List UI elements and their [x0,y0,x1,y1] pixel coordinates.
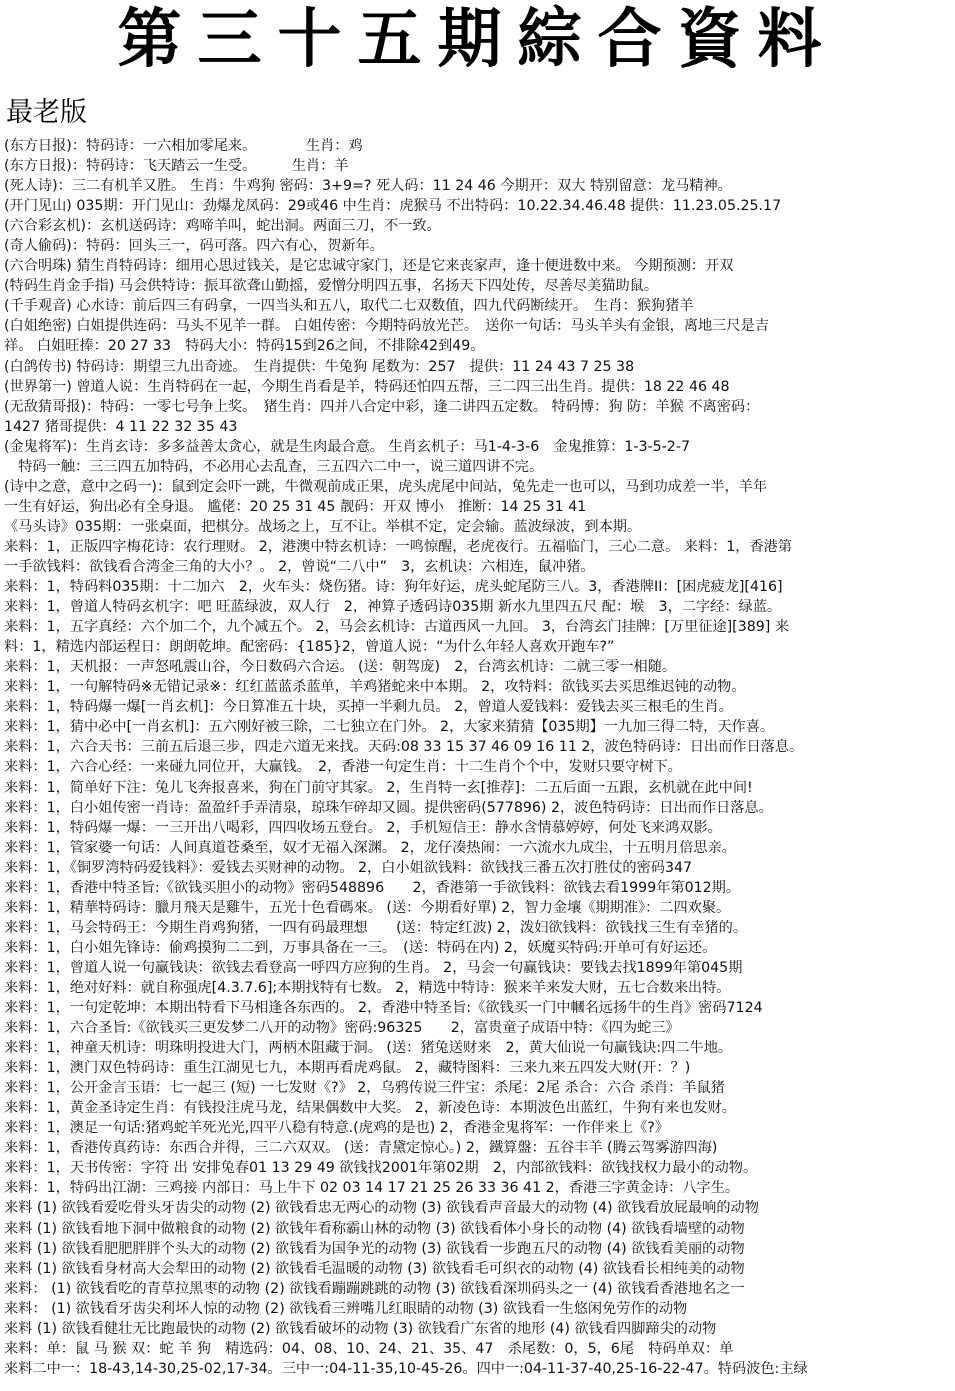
text-line: 来料：1，一句定乾坤：本期出特看下马相逢各东西的。 2，香港中特圣旨:《欲钱买一门中幗名远扬牛的生肖》密码7124 [4,1000,763,1017]
text-line: 来料 (1) 欲钱看爱吃骨头牙齿尖的动物 (2) 欲钱看忠无两心的动物 (3) 欲钱看声音最大的动物 (4) 欲钱看放屁最响的动物 [4,1200,759,1217]
text-line: 来料：1，神童天机诗：明珠明投进大门，两柄木阻藏于洞。 (送：猪兔送财来 2，黄大仙说一句赢钱诀:四二牛地。 [4,1040,733,1057]
text-line: 一生有好运，狗出必有全身退。 尴佬：20 25 31 45 靓码：开双 博小 推断：14 25 31 41 [4,498,587,515]
text-line: 《马头诗》035期：一张桌面，把棋分。战场之上，互不让。举棋不定，定会输。蓝波绿波，到本期。 [4,518,642,535]
text-line: 来料： (1) 欲钱看牙齿尖利坏人惊的动物 (2) 欲钱看三辨嘴儿红眼睛的动物 (3) 欲钱看一生悠闲免劳作的动物 [4,1300,688,1317]
text-line: 来料：1，一句解特码※无错记录※：红红蓝蓝杀蓝单，羊鸡猪蛇来中本期。 2，攻特料：欲钱买去买思维迟钝的动物。 [4,679,746,696]
text-line: 来料： (1) 欲钱看吃的青草拉黑枣的动物 (2) 欲钱看蹦蹦跳跳的动物 (3) 欲钱看深圳码头之一 (4) 欲钱看香港地名之一 [4,1280,745,1297]
text-line: 来料：1，黄金圣诗定生肖：有钱投注虎马龙，结果偶数中大奖。 2，新凌色诗：本期波色出蓝红，牛狗有来也发财。 [4,1100,736,1117]
text-line: (白鸽传书) 特码诗：期望三九出奇迹。 生肖提供：牛兔狗 尾数为：257 提供：11 24 43 7 25 38 [4,358,635,375]
text-line: 一手欲钱料：欲钱看合湾金三角的大小？。 2，曾说“二八中” 3，玄机诀：六相连，鼠冲猪。 [4,558,595,575]
text-line: 来料：1，精華特码诗：臘月飛天是雞牛，五光十色看碼來。 (送：今期看好單) 2，智力金壤《期期准》：二四欢聚。 [4,899,731,916]
edition-label: 最老版 [6,97,87,128]
text-line: 来料：1，特码爆一爆：一三开出八喝彩，四四收场五登台。 2，手机短信王：静水含情慕婷婷，何处飞来鸿双影。 [4,819,722,836]
text-line: 来料 (1) 欲钱看身材高大会犁田的动物 (2) 欲钱看毛温暖的动物 (3) 欲钱看毛可织衣的动物 (4) 欲钱看长相纯美的动物 [4,1260,745,1277]
text-line: 来料：1，六合心经：一来碰九同位开，大赢钱。 2，香港一句定生肖：十二生肖个个中，发财只要守树下。 [4,759,682,776]
text-line: 来料：单：鼠 马 猴 双：蛇 羊 狗 精选码：04、08、10、24、21、35、47 杀尾数：0，5，6尾 特码单双：单 [4,1340,734,1357]
text-line: 来料：1，公开金言玉语：七一起三 (短) 一七发财《?》 2，乌鸦传说三件宝：杀尾：2尾 杀合：六合 杀肖：羊鼠猪 [4,1080,725,1097]
page-title: 第三十五期綜合資料 [117,2,838,77]
text-line: 来料：1，曾道人特码玄机字：吧 旺蓝绿波，双人行 2，神算子透码诗035期 新水九里四五尺 配：堠 3，二字经：绿蓝。 [4,599,782,616]
text-line: (白姐绝密) 白姐提供连码：马头不见羊一群。 白姐传密：今期特码放光芒。 送你一句话：马头羊头有金银，离地三尺是吉 [4,318,769,335]
text-line: 来料：1，曾道人说一句赢钱诀：欲钱去看登高一呼四方应狗的生肖。 2，马会一句赢钱诀：要钱去找1899年第045期 [4,959,743,976]
text-line: 来料：1，特码出江湖：三鸡接 内部日：马上牛下 02 03 14 17 21 25 26 33 36 41 2，香港三字黄金诗：八字生。 [4,1180,740,1197]
text-line: 来料：1，澳足一句话:猪鸡蛇羊死光光,四平八稳有特意.(虎鸡的是也) 2，香港金鬼将军：一作伴来上《?》 [4,1120,670,1137]
text-line: (开门见山) 035期：开门见山：劲爆龙凤码：29或46 中生肖：虎猴马 不出特码：10.22.34.46.48 提供：11.23.05.25.17 [4,198,782,215]
text-line: (六合明珠) 猜生肖特码诗：细用心思过钱关，是它忠诚守家门，还是它来丧家声，逢十便进数中来。 今期预测：开双 [4,258,734,275]
text-line: 来料：1，特码爆一爆[一肖玄机]：今日算准五十块，买掉一半剩九员。 2，曾道人爱钱料：爱钱去买三根毛的生肖。 [4,699,733,716]
text-line: 来料：1，香港传真药诗：东西合并得，三二六双双。 (送：青黛定惊心。) 2，鐵算盤：五谷丰羊 (腾云驾雾游四海) [4,1140,718,1157]
text-line: (世界第一) 曾道人说：生肖特码在一起，今期生肖看是羊，特码还怕四五帮，三二四三出生肖。提供：18 22 46 48 [4,378,730,395]
text-line: (六合彩玄机)：玄机送码诗：鸡啼羊叫，蛇出洞。两面三刀，不一致。 [4,218,441,235]
text-line: (特码生肖金手指) 马会供特诗：振耳欲聋山勤摇，爱憎分明四五事，名扬天下四处传，尽善尽美猫助鼠。 [4,278,659,295]
text-line: 料：1，精选内部运程日：朗朗乾坤。配密码：{185}2，曾道人说：“为什么年轻人喜欢开跑车?” [4,639,615,656]
text-line: 来料：1，简单好下注：兔儿飞奔报喜来，狗在门前守其家。 2，生肖特一玄[推荐]：二五后面一五跟，玄机就在此中间! [4,779,753,796]
text-line: 来料 (1) 欲钱看肥肥胖胖个头大的动物 (2) 欲钱看为国争光的动物 (3) 欲钱看一步跑五尺的动物 (4) 欲钱看美丽的动物 [4,1240,745,1257]
text-line: 来料 (1) 欲钱看健壮无比跑最快的动物 (2) 欲钱看破坏的动物 (3) 欲钱看广东省的地形 (4) 欲钱看四脚蹄尖的动物 [4,1320,717,1337]
text-line: 来料：1，正版四字梅花诗：农行理财。 2，港澳中特玄机诗：一鸣惊醒，老虎夜行。五福临门，三心二意。 来料：1，香港第 [4,538,793,555]
text-line: (死人诗)：三二有机羊又胜。 生肖：牛鸡狗 密码：3+9=? 死人码：11 24 46 今期开：双大 特别留意：龙马精神。 [4,178,732,195]
text-line: 来料：1，猜中必中[一肖玄机]：五六刚好被三除，二七独立在门外。 2，大家来猜猜【035期】一九加三得二特，天作喜。 [4,719,775,736]
text-line: 来料：1，特码料035期：十二加六 2，火车头：烧伤猪。诗：狗年好运，虎头蛇尾防三八。3，香港牌II：[困虎疲龙][416] [4,579,783,596]
text-line: 来料：1，马会特码王：今期生肖鸡狗猪，一四有码最理想 (送：特定红波) 2，泼妇欲钱料：欲钱找三生有幸猪的。 [4,919,748,936]
text-line: 来料：1，绝对好料：就自称强虎[4.3.7.6];本期找特有七数。 2，精选中特诗：猴来羊来发大财，五七合数来出特。 [4,979,731,996]
text-line: (千手观音) 心水诗：前后四三有码拿，一四当头和五八，取代二七双数值，四九代码断续开。 生肖：猴狗猪羊 [4,298,694,315]
text-line: 来料：1，《铜罗湾特码爱钱料》：爱钱去买财神的动物。 2，白小姐欲钱料：欲钱找三番五次打胜仗的密码347 [4,859,693,876]
text-line: 来料：1，六合圣旨:《欲钱买三更发梦二八开的动物》密码:96325 2，富贵童子成语中特：《四为蛇三》 [4,1020,680,1037]
text-line: 来料：1，六合天书：三前五后退三步，四走六道无来找。天码:08 33 15 37 46 09 16 11 2，波色特码诗：日出而作日落息。 [4,739,804,756]
text-line: 1427 猪哥提供：4 11 22 32 35 43 [4,418,238,435]
text-line: (无敌猜哥报)：特码：一零七号争上奖。 猪生肖：四并八合定中彩，逢二讲四五定数。 特码博：狗 防：羊猴 不离密码： [4,398,760,415]
text-line: 来料二中一：18-43,14-30,25-02,17-34。三中一:04-11-35,10-45-26。四中一:04-11-37-40,25-16-22-47。特码波色:主绿 [4,1360,808,1377]
text-line: 来料：1，天机报：一声怒吼震山谷，今日数码六合运。 (送：朝驾庞) 2，台湾玄机诗：二就三零一相随。 [4,659,677,676]
text-line: (奇人偷码)：特码：回头三一，码可落。四六有心，贺新年。 [4,238,384,255]
text-line: 来料：1，白小姐传密一肖诗：盈盈纤手弄清泉，琼珠乍碎却又圆。提供密码(577896) 2，波色特码诗：日出而作日落息。 [4,799,773,816]
text-line: (东方日报)：特码诗：飞天踏云一生受。 生肖：羊 [4,158,349,175]
text-line: 来料 (1) 欲钱看地下洞中做粮食的动物 (2) 欲钱年看称霸山林的动物 (3) 欲钱看体小身长的动物 (4) 欲钱看墙壁的动物 [4,1220,745,1237]
text-line: 来料：1，香港中特圣旨:《欲钱买胆小的动物》密码548896 2，香港第一手欲钱料：欲钱去看1999年第012期。 [4,879,741,896]
text-line: 祥。 白姐旺捧：20 27 33 特码大小：特码15到26之间，不排除42到49。 [4,338,485,355]
document-body [4,136,951,1379]
text-line: 特码一触：三三四五加特码，不必用心去乱查，三五四六二中一，说三道四讲不完。 [4,458,544,475]
text-line: (金鬼将军)：生肖玄诗：多多益善太贪心，就是生肉最合意。 生肖玄机子：马1-4-3-6 金鬼推算：1-3-5-2-7 [4,438,690,455]
text-line: (诗中之意，意中之码一)：鼠到定会吓一跳，牛微观前成正果，虎头虎尾中间站，兔先走一也可以，马到功成差一半，羊年 [4,478,768,495]
text-line: 来料：1，澳门双色特码诗：重生江湖见七九，本期再看虎鸡鼠。 2，藏特图料：三来九来五四发大财(开：？) [4,1060,691,1077]
text-line: 来料：1，白小姐先锋诗：偷鸡摸狗二二到，万事具备在一三。 (送：特码在内) 2，妖魔买特码:开单可有好运还。 [4,939,717,956]
text-line: 来料：1，五字真经：六个加二个，九个减五个。 2，马会玄机诗：古道西风一九回。 3，台湾玄门挂牌：[万里征途][389] 来 [4,619,790,636]
text-line: 来料：1，管家婆一句话：人间真道苍桑至，奴才无福入深渊。 2，龙仔凑热闹：一六流水九成尘，十五明月倍思亲。 [4,839,736,856]
text-line: (东方日报)：特码诗：一六相加零尾来。 生肖：鸡 [4,138,363,154]
text-line: 来料：1，天书传密：字符 出 安排兔春01 13 29 49 欲钱找2001年第02期 2，内部欲钱料：欲钱找权力最小的动物。 [4,1160,758,1177]
